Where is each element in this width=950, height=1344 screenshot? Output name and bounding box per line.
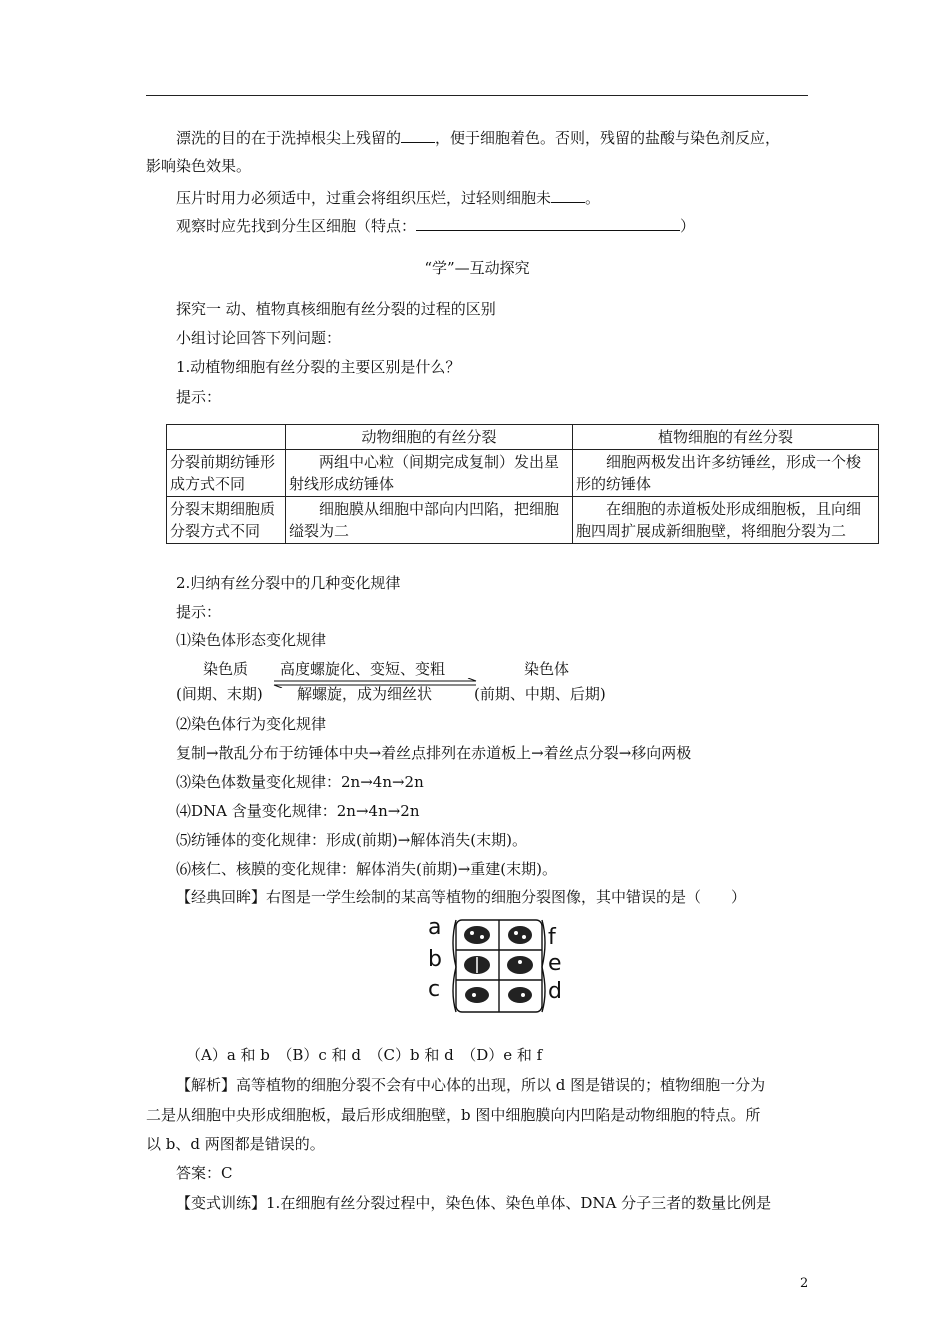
group-discuss: 小组讨论回答下列问题： [176,329,342,347]
paragraph-observe: 观察时应先找到分生区细胞（特点： ） [176,217,696,235]
answer-text: 答案：C [176,1164,233,1182]
label-f: f [548,925,556,950]
question-2: 2.归纳有丝分裂中的几种变化规律 [176,574,401,592]
comparison-table [166,424,879,544]
fill-blank[interactable] [401,128,435,143]
fill-blank[interactable] [551,188,585,203]
rule-6: ⑹核仁、核膜的变化规律：解体消失(前期)→重建(末期)。 [176,860,557,878]
table-row [167,450,879,497]
label-d: d [548,979,562,1004]
table-header-plant: 植物细胞的有丝分裂 [573,425,879,450]
rule-2: ⑵染色体行为变化规律 [176,715,327,733]
paragraph-press: 压片时用力必须适中，过重会将组织压烂，过轻则细胞未 。 [176,189,601,207]
phase-right: (前期、中期、后期) [474,685,606,703]
arrow-top-label: 高度螺旋化、变短、变粗 [280,660,446,678]
answer-options: （A）a 和 b （B）c 和 d （C）b 和 d （D）e 和 f [186,1046,543,1064]
chromatin-label: 染色质 [203,660,249,678]
table-cell: 细胞两极发出许多纺锤丝，形成一个梭形的纺锤体 [573,450,879,497]
analysis-line-1: 【解析】高等植物的细胞分裂不会有中心体的出现，所以 d 图是错误的；植物细胞一分为 [176,1076,766,1094]
table-cell: 分裂前期纺锤形成方式不同 [167,450,286,497]
variant-training: 【变式训练】1.在细胞有丝分裂过程中，染色体、染色单体、DNA 分子三者的数量比例是 [176,1194,772,1212]
fill-blank[interactable] [416,216,680,231]
page-number: 2 [800,1276,809,1291]
rule-1: ⑴染色体形态变化规律 [176,631,327,649]
chromosome-label: 染色体 [524,660,570,678]
label-a: a [428,915,442,940]
table-header-animal: 动物细胞的有丝分裂 [286,425,573,450]
table-header-row [167,425,879,450]
table-row [167,497,879,544]
rule-5: ⑸纺锤体的变化规律：形成(前期)→解体消失(末期)。 [176,831,527,849]
table-cell [167,425,286,450]
paragraph-rinse-cont: 影响染色效果。 [146,157,252,175]
paragraph-rinse: 漂洗的目的在于洗掉根尖上残留的 ，便于细胞着色。否则，残留的盐酸与染色剂反应， [176,129,781,147]
table-cell: 分裂末期细胞质分裂方式不同 [167,497,286,544]
hint-label: 提示： [176,388,222,406]
question-1: 1.动植物细胞有丝分裂的主要区别是什么？ [176,358,461,376]
arrow-bottom-label: 解螺旋，成为细丝状 [297,685,433,703]
label-b: b [428,947,442,972]
rule-4: ⑷DNA 含量变化规律：2n→4n→2n [176,802,420,820]
rule-2-text: 复制→散乱分布于纺锤体中央→着丝点排列在赤道板上→着丝点分裂→移向两极 [176,744,692,762]
cell-division-figure [420,912,570,1022]
table-cell: 在细胞的赤道板处形成细胞板，且向细胞四周扩展成新细胞壁，将细胞分裂为二 [573,497,879,544]
section-title: “学”—互动探究 [424,259,530,277]
rule-3: ⑶染色体数量变化规律：2n→4n→2n [176,773,424,791]
hint-label-2: 提示： [176,603,222,621]
phase-left: (间期、末期) [176,685,263,703]
explore-heading: 探究一 动、植物真核细胞有丝分裂的过程的区别 [176,300,496,318]
table-cell: 两组中心粒（间期完成复制）发出星射线形成纺锤体 [286,450,573,497]
analysis-line-2: 二是从细胞中央形成细胞板，最后形成细胞壁，b 图中细胞膜向内凹陷是动物细胞的特点。所 [146,1106,761,1124]
table-cell: 细胞膜从细胞中部向内凹陷，把细胞缢裂为二 [286,497,573,544]
label-c: c [428,977,441,1002]
analysis-line-3: 以 b、d 两图都是错误的。 [146,1135,325,1153]
header-rule [146,95,808,96]
label-e: e [548,951,562,976]
classic-question: 【经典回眸】右图是一学生绘制的某高等植物的细胞分裂图像，其中错误的是（ ） [176,888,747,906]
